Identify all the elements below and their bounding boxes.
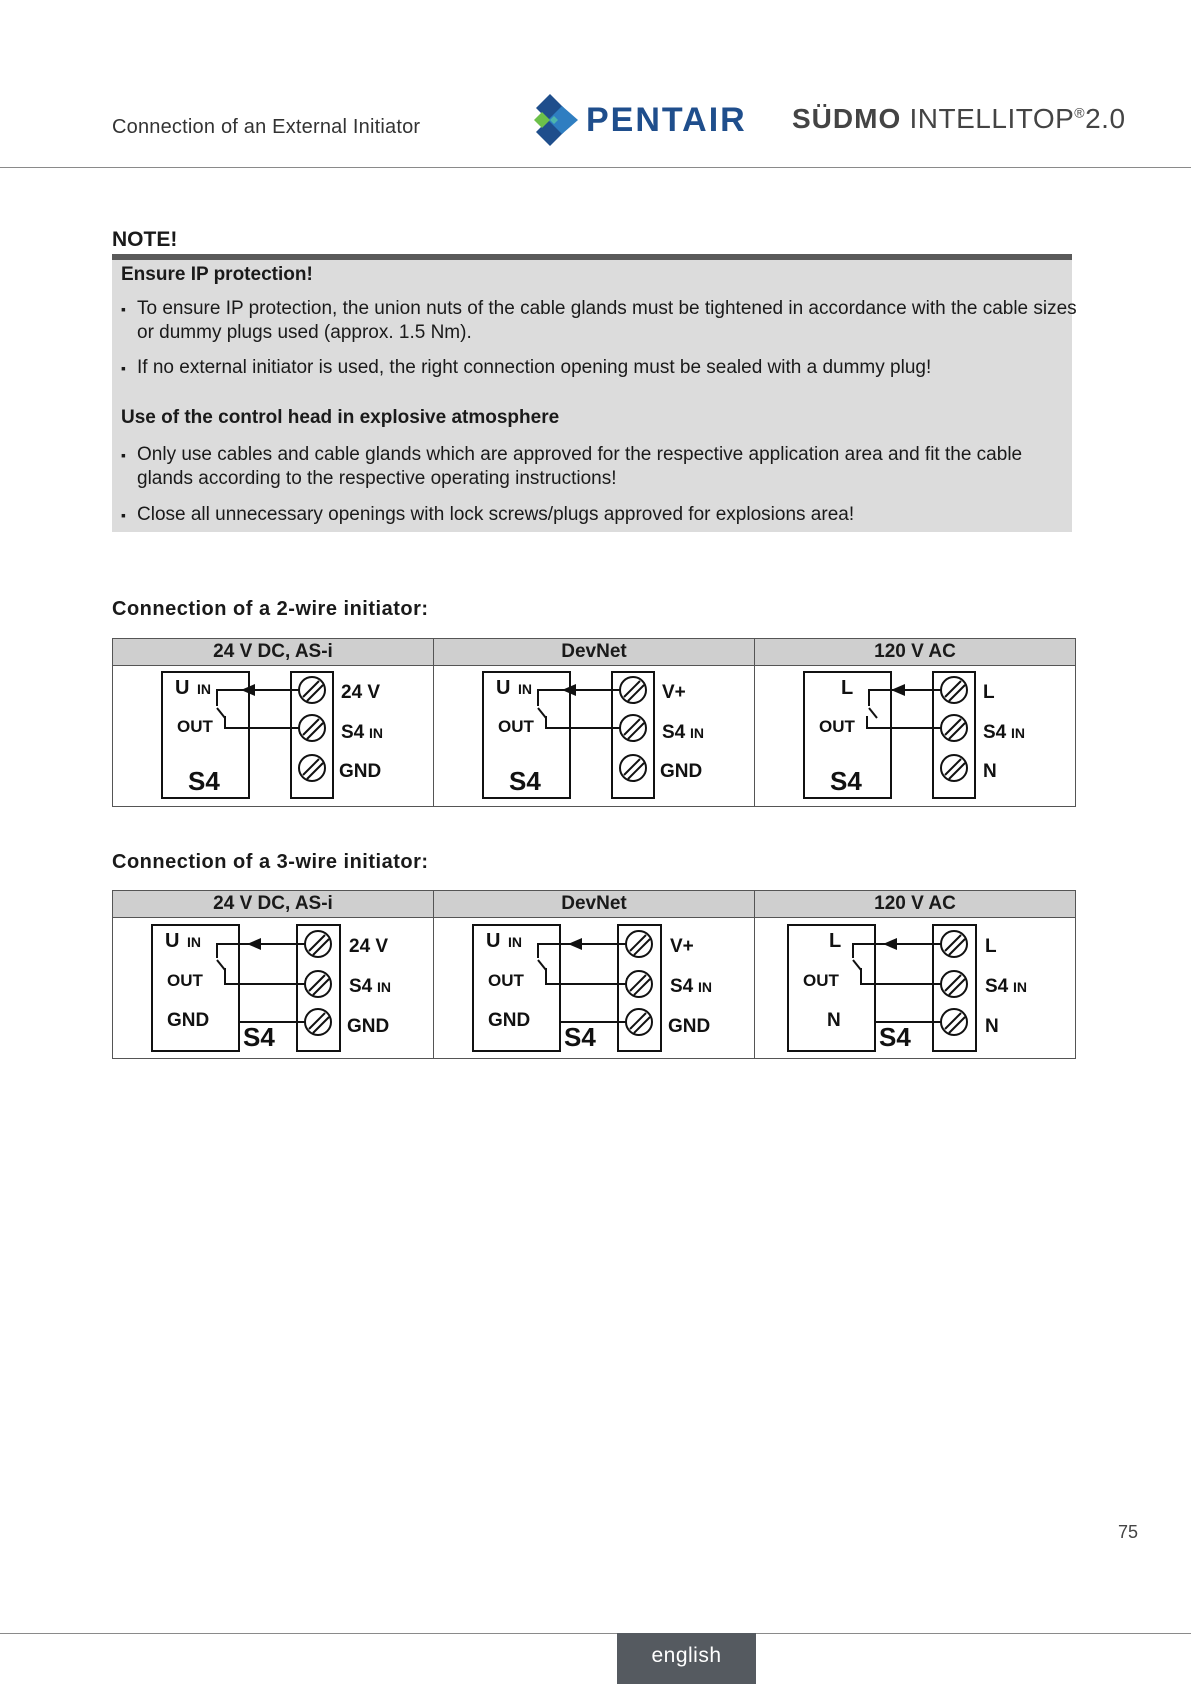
wiring-diagram-svg (434, 918, 755, 1058)
pentair-wordmark: PENTAIR (586, 100, 747, 139)
left-mid-label: OUT (488, 971, 524, 990)
terminal-1-label: 24 V (341, 682, 381, 703)
two-wire-header-cell: 24 V DC, AS-i (113, 639, 434, 665)
wiring-diagram-3wire (434, 918, 755, 1058)
terminal-2-label: S4 (662, 722, 686, 743)
note-label: NOTE! (112, 228, 178, 251)
wiring-diagram-2wire (434, 666, 755, 806)
note-bullet: ▪ Close all unnecessary openings with lock screws/plugs approved for explosions area! (121, 503, 1077, 527)
pentair-diamond-icon (534, 92, 580, 148)
three-wire-header-row (113, 891, 1075, 918)
left-top-label: L (829, 930, 842, 952)
terminal-2-sub: IN (698, 979, 712, 995)
two-wire-header-cell: DevNet (434, 639, 755, 665)
terminal-1-label: 24 V (349, 936, 389, 957)
language-tab: english (617, 1633, 756, 1684)
wiring-diagram-svg (434, 666, 755, 806)
terminal-1-label: V+ (662, 682, 686, 703)
note-bullet: ▪ To ensure IP protection, the union nuts of the cable glands must be tightened in accordance with the cable sizes or dummy plugs used (approx. 1.5 Nm). (121, 297, 1077, 345)
terminal-3-label: GND (660, 761, 703, 782)
note-heading-explosive: Use of the control head in explosive atmosphere (121, 407, 560, 428)
left-top-label: L (841, 677, 854, 699)
wiring-diagram-3wire (113, 918, 434, 1058)
left-mid-label: OUT (177, 717, 213, 736)
device-label: S4 (243, 1022, 275, 1052)
header-title: Connection of an External Initiator (112, 116, 421, 138)
left-top-label: U (496, 677, 511, 699)
terminal-2-sub: IN (1011, 725, 1025, 741)
terminal-1-label: L (983, 682, 995, 703)
left-bottom-label: N (827, 1010, 841, 1031)
note-box (112, 260, 1077, 532)
terminal-2-label: S4 (670, 976, 694, 997)
terminal-2-label: S4 (983, 722, 1007, 743)
left-top-label: U (486, 930, 501, 952)
product-brand (792, 103, 1126, 135)
terminal-3-label: GND (668, 1016, 711, 1037)
note-heading-ip: Ensure IP protection! (121, 264, 313, 285)
device-label: S4 (509, 766, 541, 796)
terminal-2-label: S4 (985, 976, 1009, 997)
wiring-diagram-svg (755, 666, 1076, 806)
wiring-diagram-2wire (755, 666, 1075, 806)
terminal-2-sub: IN (369, 725, 383, 741)
left-top-label: U (175, 677, 190, 699)
device-label: S4 (830, 766, 862, 796)
left-top-sub: IN (187, 934, 201, 950)
terminal-2-label: S4 (341, 722, 365, 743)
left-bottom-label: GND (167, 1010, 210, 1031)
device-label: S4 (879, 1022, 911, 1052)
header-divider (0, 167, 1191, 168)
terminal-1-label: V+ (670, 936, 694, 957)
three-wire-header-cell: 120 V AC (874, 893, 956, 914)
left-mid-label: OUT (819, 717, 855, 736)
left-mid-label: OUT (498, 717, 534, 736)
terminal-1-label: L (985, 936, 997, 957)
left-top-sub: IN (197, 681, 211, 697)
page-number: 75 (1118, 1522, 1139, 1542)
brand-registered: ® (1074, 104, 1086, 121)
note-bullet: ▪ If no external initiator is used, the right connection opening must be sealed with a dummy plug! (121, 356, 1077, 380)
wiring-diagram-2wire (113, 666, 434, 806)
terminal-3-label: GND (347, 1016, 390, 1037)
three-wire-title: Connection of a 3-wire initiator: (112, 851, 429, 873)
three-wire-table (112, 890, 1076, 1059)
three-wire-header-cell: DevNet (434, 891, 755, 917)
left-mid-label: OUT (167, 971, 203, 990)
note-bullet: ▪ Only use cables and cable glands which are approved for the respective application area and fit the cable glands according to the respective operating instructions! (121, 443, 1077, 491)
two-wire-title: Connection of a 2-wire initiator: (112, 598, 429, 620)
left-bottom-label: GND (488, 1010, 531, 1031)
wiring-diagram-svg (113, 666, 434, 806)
brand-sudmo: SÜDMO (792, 103, 902, 134)
device-label: S4 (564, 1022, 596, 1052)
terminal-2-label: S4 (349, 976, 373, 997)
terminal-2-sub: IN (690, 725, 704, 741)
left-mid-label: OUT (803, 971, 839, 990)
terminal-3-label: N (983, 761, 997, 782)
terminal-3-label: GND (339, 761, 382, 782)
terminal-3-label: N (985, 1016, 999, 1037)
wiring-diagram-svg (755, 918, 1076, 1058)
two-wire-header-row (113, 639, 1075, 666)
brand-intellitop: INTELLITOP (909, 103, 1075, 134)
device-label: S4 (188, 766, 220, 796)
left-top-label: U (165, 930, 180, 952)
terminal-2-sub: IN (377, 979, 391, 995)
two-wire-header-cell: 120 V AC (874, 641, 956, 662)
left-top-sub: IN (508, 934, 522, 950)
pentair-logo (534, 90, 747, 150)
brand-version: 2.0 (1085, 103, 1126, 134)
wiring-diagram-svg (113, 918, 434, 1058)
wiring-diagram-3wire (755, 918, 1075, 1058)
footer-divider (0, 1633, 1191, 1634)
terminal-2-sub: IN (1013, 979, 1027, 995)
two-wire-table (112, 638, 1076, 807)
three-wire-header-cell: 24 V DC, AS-i (113, 891, 434, 917)
left-top-sub: IN (518, 681, 532, 697)
